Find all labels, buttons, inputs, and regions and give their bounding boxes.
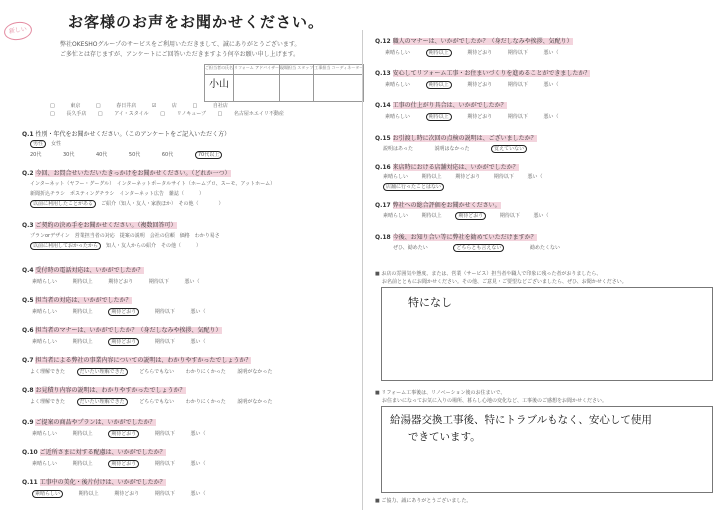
- q16-label: Q.16 来店時における店舗対応は、いかがでしたか？: [375, 164, 519, 171]
- staff-header-1: ご担当者の氏名: [205, 65, 234, 75]
- staff-header-2: リフォーム アドバイザー: [234, 65, 280, 75]
- q15-options: 説明はあった 説明はなかった 覚えていない: [383, 145, 527, 152]
- staff-name-handwritten: 小山: [205, 75, 234, 102]
- q8-options: よく理解できた だいたい理解できた どちらでもない わかりにくかった 説明がなかった: [30, 399, 273, 405]
- q18-options: ぜひ、勧めたい どちらとも言えない 勧めたくない: [393, 245, 561, 251]
- q16-extra: 店舗に行ったことはない: [383, 183, 444, 190]
- q17-label: Q.17 弊社への総合評価をお聞かせください。: [375, 202, 501, 209]
- q3-opt2: 以前に利用しておかったから 知人・友人からの紹介 その他（ ）: [30, 242, 201, 249]
- q13-scale: 素晴らしい 期待以上 期待どおり 期待以下 悪い（: [385, 82, 559, 88]
- q3-opt1: プランorデザイン 営業担当者の対応 提案の説明 会社の信頼 価格 わかり易さ: [30, 233, 220, 239]
- comment1-prompt-1: ■ お店の雰囲気や態度、または、営業（サービス）担当者や職人で印象に残った者がおりましたら、: [375, 271, 602, 277]
- q10-scale: 素晴らしい 期待以上 期待どおり 期待以下 悪い（: [32, 461, 206, 467]
- comment2-prompt-2: お住まいになってお気に入りの場所、暮らし心地の変化など、工事後のご感想をお聞かせください。: [382, 398, 608, 404]
- q6-scale: 素晴らしい 期待以上 期待どおり 期待以下 悪い（: [32, 339, 206, 345]
- q7-options: よく理解できた だいたい理解できた どちらでもない わかりにくかった 説明がなかった: [30, 369, 273, 375]
- intro-line-1: 弊社OKESHOグループのサービスをご利用いただきまして、誠にありがとうございます。: [60, 41, 301, 48]
- q16-scale: 素晴らしい 期待以上 期待どおり 期待以下 悪い（: [383, 174, 543, 180]
- q6-label: Q.6 担当者のマナーは、いかがでしたか？（身だしなみや挨拶、気配り）: [22, 327, 222, 334]
- q3-label: Q.3 ご契約の決め手をお聞かせください。（複数回答可）: [22, 222, 177, 229]
- q1-ages: 20代 30代 40代 50代 60代 70代以上: [30, 151, 222, 158]
- q8-label: Q.8 お見積り内容の説明は、わかりやすかったでしょうか？: [22, 387, 186, 394]
- staff-header-4: 工事担当 コーディネーター: [314, 65, 364, 75]
- q2-opt3: 以前に利用したことがある ご紹介（知人・友人・家族ほか） その他（ ）: [30, 200, 224, 207]
- q13-label: Q.13 安心してリフォーム工事・お住まいづくりを進めることができましたか？: [375, 70, 591, 77]
- q7-label: Q.7 担当者による弊社の事業内容についての説明は、わかりやすかったでしょうか？: [22, 357, 252, 364]
- q14-label: Q.14 工事の仕上がり具合は、いかがでしたか？: [375, 102, 507, 109]
- q1-label: Q.1 性別・年代をお聞かせください。（このアンケートをご記入いただく方）: [22, 131, 231, 138]
- q18-label: Q.18 今後、お知り合い等に弊社を勧めていただけますか？: [375, 234, 537, 241]
- q10-label: Q.10 ご近所さまに対する配慮は、いかがでしたか？: [22, 449, 166, 456]
- q5-label: Q.5 担当者の対応は、いかがでしたか？: [22, 297, 132, 304]
- q2-opt1: インターネット（ヤフー・グーグル） インターネットポータルサイト（ホームプロ、スーモ、アットホーム）: [30, 181, 276, 187]
- q9-scale: 素晴らしい 期待以上 期待どおり 期待以下 悪い（: [32, 431, 206, 437]
- q4-label: Q.4 受付時の電話対応は、いかがでしたか？: [22, 267, 144, 274]
- stores-row-1: □ 東京 □ 春日井店 ☑ 店 □ 自社店: [50, 103, 228, 109]
- q2-opt2: 新聞折込チラシ ポスティングチラシ インターネット広告 雑誌（ ）: [30, 191, 204, 197]
- page-title: お客様のお声をお聞かせください。: [68, 13, 325, 31]
- comment2-handwritten-2: できています。: [408, 431, 481, 443]
- q12-label: Q.12 職人のマナーは、いかがでしたか？（身だしなみや挨拶、気配り）: [375, 38, 573, 45]
- q1-gender: 男性 女性: [30, 140, 61, 147]
- q17-scale: 素晴らしい 期待以上 期待どおり 期待以下 悪い（: [383, 213, 549, 219]
- stamp: 新しい: [3, 20, 33, 42]
- footer-thanks: ■ ご協力、誠にありがとうございました。: [375, 498, 472, 504]
- q12-scale: 素晴らしい 期待以上 期待どおり 期待以下 悪い（: [385, 50, 559, 56]
- comment1-handwritten: 特になし: [408, 296, 452, 309]
- q9-label: Q.9 ご提案の商品やプランは、いかがでしたか？: [22, 419, 156, 426]
- staff-header-3: 現場担当 スタッフ: [280, 65, 314, 75]
- comment1-prompt-2: お名前とともにお聞かせください。その他、ご意見・ご要望などございましたら、ぜひ、お聞かせください。: [382, 279, 627, 285]
- q11-label: Q.11 工事中の美化・後片付けは、いかがでしたか？: [22, 479, 166, 486]
- q2-label: Q.2 今回、お問合せいただいたきっかけをお聞かせください。（どれか一つ）: [22, 170, 231, 177]
- q15-label: Q.15 お引渡し時に次回の点検の説明は、ございましたか？: [375, 135, 537, 142]
- staff-table: [204, 64, 364, 102]
- stores-row-2: □ 長久手店 □ アイ・スタイル □ リノキューブ □ 名古屋ホエイリ不動産: [50, 111, 284, 117]
- comment2-prompt-1: ■ リフォーム工事後は、リノベーション後のお住まいで、: [375, 390, 506, 396]
- q5-scale: 素晴らしい 期待以上 期待どおり 期待以下 悪い（: [32, 309, 206, 315]
- comment2-handwritten-1: 給湯器交換工事後、特にトラブルもなく、安心して使用: [390, 414, 652, 426]
- intro-line-2: ご多忙とは存じますが、アンケートにご回答いただきますよう何卒お願い申し上げます。: [60, 51, 300, 58]
- column-divider: [362, 30, 363, 510]
- q14-scale: 素晴らしい 期待以上 期待どおり 期待以下 悪い（: [385, 114, 559, 120]
- q11-scale: 素晴らしい 期待以上 期待どおり 期待以下 悪い（: [32, 490, 205, 497]
- q4-scale: 素晴らしい 期待以上 期待どおり 期待以下 悪い（: [32, 279, 200, 285]
